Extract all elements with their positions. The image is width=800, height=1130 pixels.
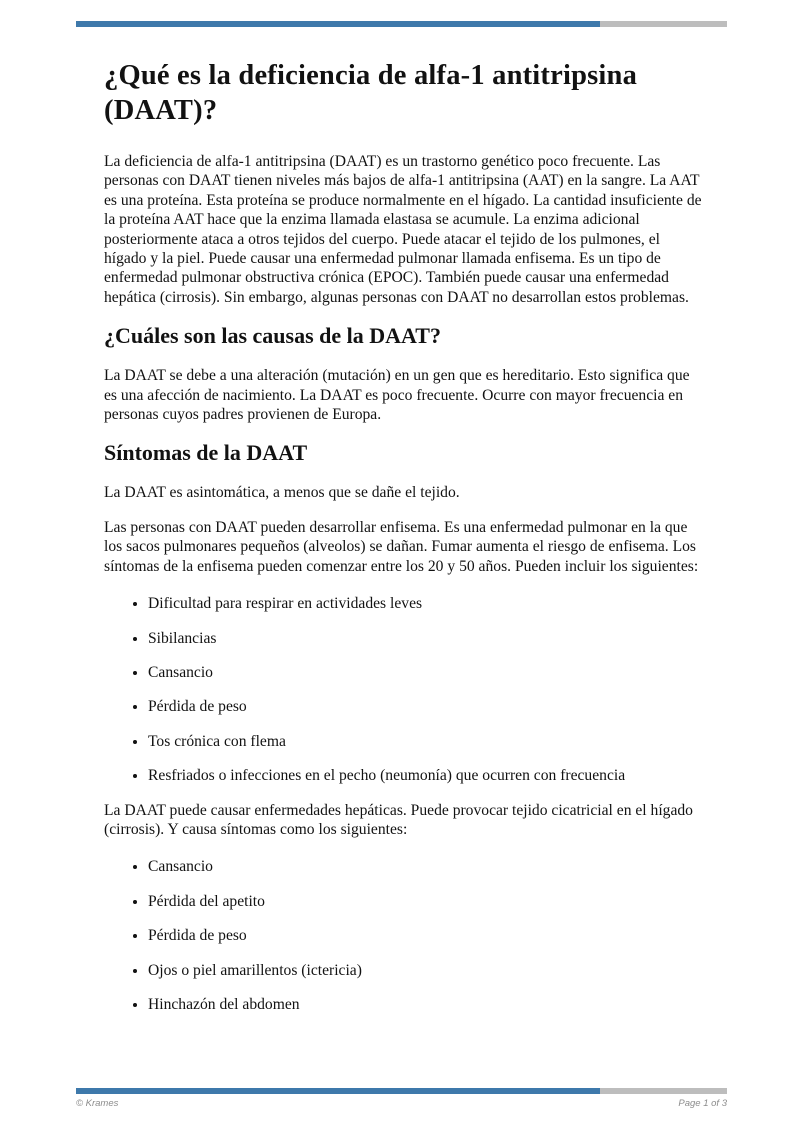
copyright-text: © Krames	[76, 1098, 119, 1109]
list-item: • Resfriados o infecciones en el pecho (neumonía) que ocurren con frecuencia	[148, 766, 705, 785]
list-item: • Cansancio	[148, 857, 705, 876]
list-item: • Hinchazón del abdomen	[148, 995, 705, 1014]
footer-rule-blue-segment	[76, 1088, 600, 1094]
symptoms-heading: Síntomas de la DAAT	[104, 440, 308, 466]
list-item: • Cansancio	[148, 663, 705, 682]
top-rule-blue-segment	[76, 21, 600, 27]
list-item: • Sibilancias	[148, 629, 705, 648]
page-footer	[76, 1098, 727, 1109]
list-item: • Pérdida de peso	[148, 697, 705, 716]
top-accent-rule	[76, 21, 727, 27]
footer-rule-gray-segment	[600, 1088, 727, 1094]
intro-paragraph: La deficiencia de alfa-1 antitripsina (DAAT) es un trastorno genético poco frecuente. Las personas con DAAT tienen niveles más bajos de alfa-1 antitripsina (AAT) en la sangre. La AAT es una proteína. Esta proteína se produce normalmente en el hígado. La cantidad insuficiente de la proteína AAT hace que la enzima llamada elastasa se acumule. La enzima adicional posteriormente ataca a otros tejidos del cuerpo. Puede atacar el tejido de los pulmones, el hígado y la piel. Puede causar una enfermedad pulmonar llamada enfisema. Es un tipo de enfermedad pulmonar obstructiva crónica (EPOC). También puede causar una enfermedad hepática (cirrosis). Sin embargo, algunas personas con DAAT no desarrollan estos problemas.	[104, 153, 702, 306]
symptoms-paragraph-asymptomatic: La DAAT es asintomática, a menos que se dañe el tejido.	[104, 484, 460, 502]
symptoms-paragraph-emphysema: Las personas con DAAT pueden desarrollar enfisema. Es una enfermedad pulmonar en la que los sacos pulmonares pequeños (alveolos) se dañan. Fumar aumenta el riesgo de enfisema. Los síntomas de la enfisema pueden comenzar entre los 20 y 50 años. Pueden incluir los siguientes:	[104, 518, 699, 575]
list-item: • Ojos o piel amarillentos (ictericia)	[148, 961, 705, 980]
emphysema-symptoms-list	[104, 594, 705, 785]
list-item: • Pérdida del apetito	[148, 892, 705, 911]
causes-paragraph: La DAAT se debe a una alteración (mutación) en un gen que es hereditario. Esto significa que es una afección de nacimiento. La DAAT es poco frecuente. Ocurre con mayor frecuencia en personas cuyos padres provienen de Europa.	[104, 367, 690, 424]
list-item: • Tos crónica con flema	[148, 732, 705, 751]
causes-heading: ¿Cuáles son las causas de la DAAT?	[104, 323, 441, 349]
symptoms-paragraph-liver: La DAAT puede causar enfermedades hepáticas. Puede provocar tejido cicatricial en el hígado (cirrosis). Y causa síntomas como los siguientes:	[104, 801, 693, 838]
list-item: • Pérdida de peso	[148, 926, 705, 945]
page-number-label: Page 1 of 3	[678, 1098, 727, 1109]
page-title: ¿Qué es la deficiencia de alfa-1 antitripsina (DAAT)?	[104, 60, 638, 126]
liver-symptoms-list	[104, 857, 705, 1014]
top-rule-gray-segment	[600, 21, 727, 27]
footer-accent-rule	[76, 1088, 727, 1094]
document-body	[104, 50, 705, 1029]
list-item: • Dificultad para respirar en actividades leves	[148, 594, 705, 613]
